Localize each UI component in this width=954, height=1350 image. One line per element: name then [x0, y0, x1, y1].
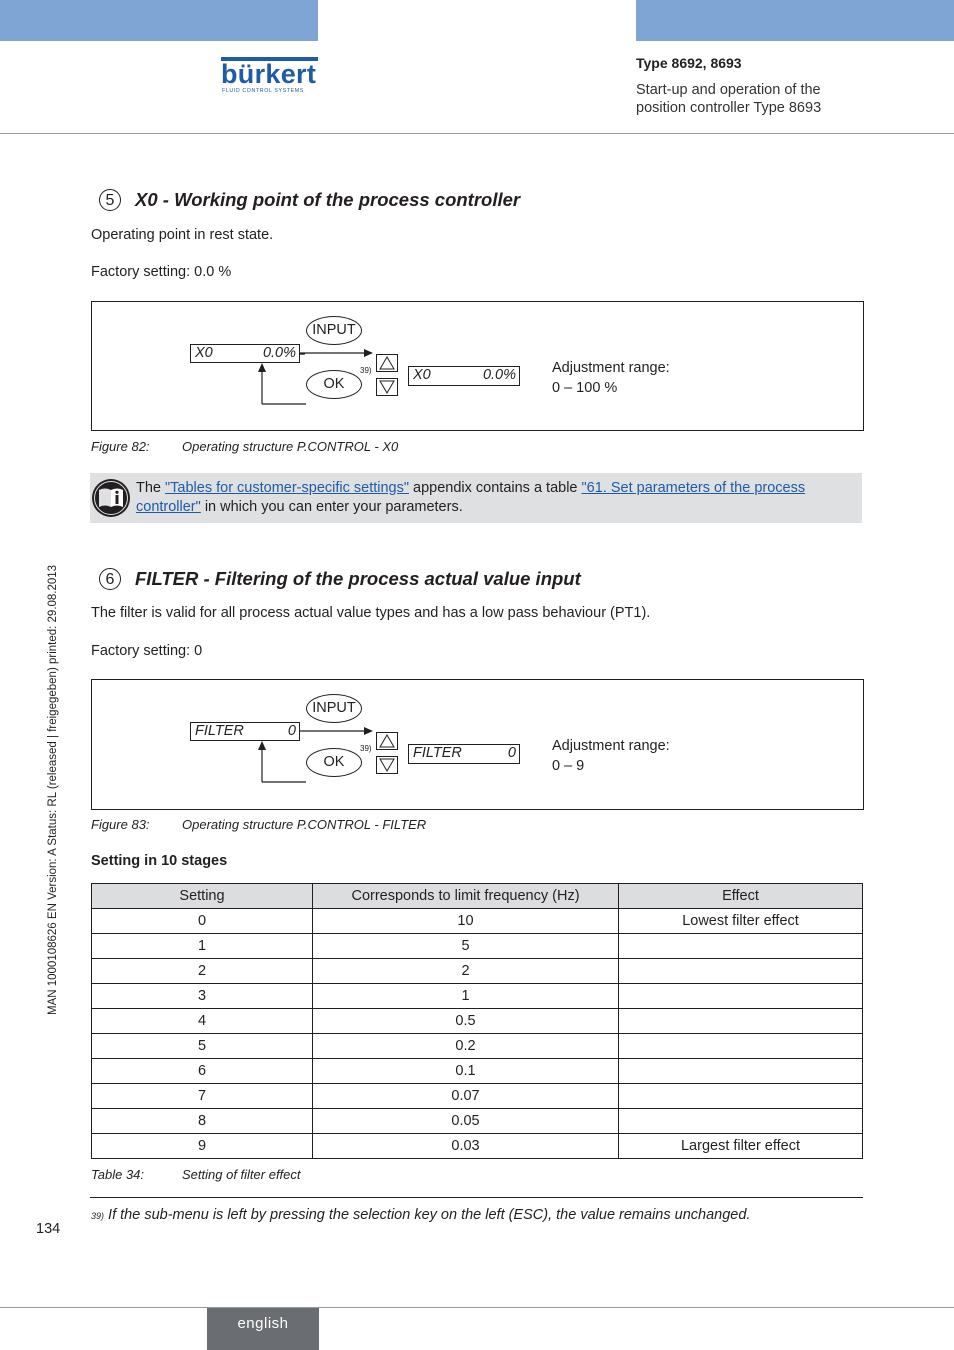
table-row: [92, 1134, 863, 1159]
filter-field-label: FILTER: [195, 723, 244, 739]
footnote-divider: [90, 1197, 863, 1198]
filter-output-field: [408, 744, 520, 764]
paragraph-factory-setting-x0: Factory setting: 0.0 %: [91, 264, 232, 280]
table-row: [92, 1109, 863, 1134]
header-desc-line1: Start-up and operation of the: [636, 82, 821, 98]
filter-output-label: FILTER: [413, 745, 462, 761]
header-bar-left: [0, 0, 318, 41]
document-meta-sidebar: MAN 1000108626 EN Version: A Status: RL (released | freigegeben) printed: 29.08.2013: [47, 564, 59, 1015]
footnote-text: If the sub-menu is left by pressing the selection key on the left (ESC), the value remains unchanged.: [108, 1207, 751, 1223]
x0-field-label: X0: [195, 345, 213, 361]
ok-key: OK: [306, 748, 362, 777]
table-cell: 4: [92, 1009, 313, 1034]
table-34-caption: Setting of filter effect: [182, 1167, 301, 1182]
header-type: Type 8692, 8693: [636, 55, 742, 71]
info-book-icon: [91, 478, 131, 523]
column-header: Effect: [619, 884, 863, 909]
input-key: INPUT: [306, 316, 362, 345]
table-cell: 5: [92, 1034, 313, 1059]
x0-field-value: 0.0%: [262, 345, 296, 361]
figure-82-number: Figure 82:: [91, 439, 150, 454]
table-cell: [619, 1009, 863, 1034]
table-cell: 5: [313, 934, 619, 959]
note-text-post: in which you can enter your parameters.: [200, 499, 463, 515]
table-cell: 0.05: [313, 1109, 619, 1134]
table-cell: [619, 1109, 863, 1134]
page-number: 134: [36, 1221, 61, 1237]
x0-output-label: X0: [413, 367, 431, 383]
table-cell: 0: [92, 909, 313, 934]
table-row: [92, 934, 863, 959]
section-title-x0: X0 - Working point of the process controller: [135, 189, 521, 210]
table-row: [92, 959, 863, 984]
table-row: [92, 1034, 863, 1059]
table-row: [92, 1059, 863, 1084]
table-cell: Largest filter effect: [619, 1134, 863, 1159]
x0-output-value: 0.0%: [482, 367, 516, 383]
filter-range-value: 0 – 9: [552, 758, 585, 774]
table-cell: 0.5: [313, 1009, 619, 1034]
header-bar-right: [636, 0, 954, 41]
up-arrow-key-icon: [376, 732, 398, 750]
note-text-mid: appendix contains a table: [409, 480, 582, 496]
table-row: [92, 1084, 863, 1109]
table-cell: 1: [92, 934, 313, 959]
table-cell: [619, 1059, 863, 1084]
filter-output-value: 0: [507, 745, 516, 761]
up-arrow-key-icon: [376, 354, 398, 372]
footnote: [91, 1207, 750, 1223]
table-heading: Setting in 10 stages: [91, 853, 228, 869]
diagram-x0: [91, 301, 864, 431]
link-table-61-part2[interactable]: controller": [136, 499, 201, 515]
ok-key: OK: [306, 370, 362, 399]
table-34-number: Table 34:: [91, 1167, 145, 1182]
section-title-filter: FILTER - Filtering of the process actual value input: [135, 568, 581, 589]
header-description: [636, 81, 821, 117]
filter-field: [190, 722, 300, 741]
x0-range-label: Adjustment range:: [552, 360, 670, 376]
table-cell: [619, 1034, 863, 1059]
note-text-pre: The: [136, 480, 166, 496]
paragraph-factory-setting-filter: Factory setting: 0: [91, 643, 203, 659]
table-cell: 10: [313, 909, 619, 934]
input-key: INPUT: [306, 694, 362, 723]
link-table-61-part1[interactable]: "61. Set parameters of the process: [581, 480, 806, 496]
figure-82-caption: Operating structure P.CONTROL - X0: [182, 439, 399, 454]
figure-83-caption: Operating structure P.CONTROL - FILTER: [182, 817, 427, 832]
logo: bürkert: [221, 59, 317, 89]
diagram-filter: [91, 679, 864, 810]
section-number-6: 6: [99, 568, 121, 590]
table-cell: 6: [92, 1059, 313, 1084]
logo-subtitle: FLUID CONTROL SYSTEMS: [222, 88, 304, 94]
table-cell: 1: [313, 984, 619, 1009]
down-arrow-key-icon: [376, 378, 398, 396]
filter-range-label: Adjustment range:: [552, 738, 670, 754]
x0-output-field: [408, 366, 520, 386]
column-header: Corresponds to limit frequency (Hz): [313, 884, 619, 909]
table-cell: 7: [92, 1084, 313, 1109]
footnote-ref: 39): [91, 1211, 105, 1221]
table-header-row: [92, 884, 863, 909]
table-cell: 2: [92, 959, 313, 984]
table-cell: 0.07: [313, 1084, 619, 1109]
column-header: Setting: [92, 884, 313, 909]
link-customer-tables[interactable]: "Tables for customer-specific settings": [165, 480, 410, 496]
table-cell: [619, 959, 863, 984]
table-row: [92, 909, 863, 934]
language-tab: english: [207, 1308, 319, 1350]
footnote-ref: 39): [360, 744, 372, 753]
header-divider: [0, 133, 954, 134]
paragraph-filter-valid: The filter is valid for all process actual value types and has a low pass behaviour (PT1).: [91, 605, 651, 621]
table-cell: 9: [92, 1134, 313, 1159]
x0-field: [190, 344, 300, 363]
table-cell: 3: [92, 984, 313, 1009]
section-number-5: 5: [99, 189, 121, 211]
table-cell: 0.03: [313, 1134, 619, 1159]
table-cell: Lowest filter effect: [619, 909, 863, 934]
x0-range-value: 0 – 100 %: [552, 380, 618, 396]
table-cell: 2: [313, 959, 619, 984]
x0-adjustment-range: [552, 358, 670, 398]
info-note-text: [136, 479, 858, 517]
filter-field-value: 0: [287, 723, 296, 739]
filter-settings-table: [91, 883, 863, 1159]
table-cell: [619, 1084, 863, 1109]
table-row: [92, 984, 863, 1009]
footer-divider: [0, 1307, 954, 1308]
table-cell: 0.1: [313, 1059, 619, 1084]
table-row: [92, 1009, 863, 1034]
filter-adjustment-range: [552, 736, 670, 776]
table-cell: [619, 934, 863, 959]
table-cell: 8: [92, 1109, 313, 1134]
footnote-ref: 39): [360, 366, 372, 375]
header-desc-line2: position controller Type 8693: [636, 100, 822, 116]
table-cell: 0.2: [313, 1034, 619, 1059]
paragraph-operating-point: Operating point in rest state.: [91, 227, 274, 243]
down-arrow-key-icon: [376, 756, 398, 774]
figure-83-number: Figure 83:: [91, 817, 150, 832]
table-cell: [619, 984, 863, 1009]
